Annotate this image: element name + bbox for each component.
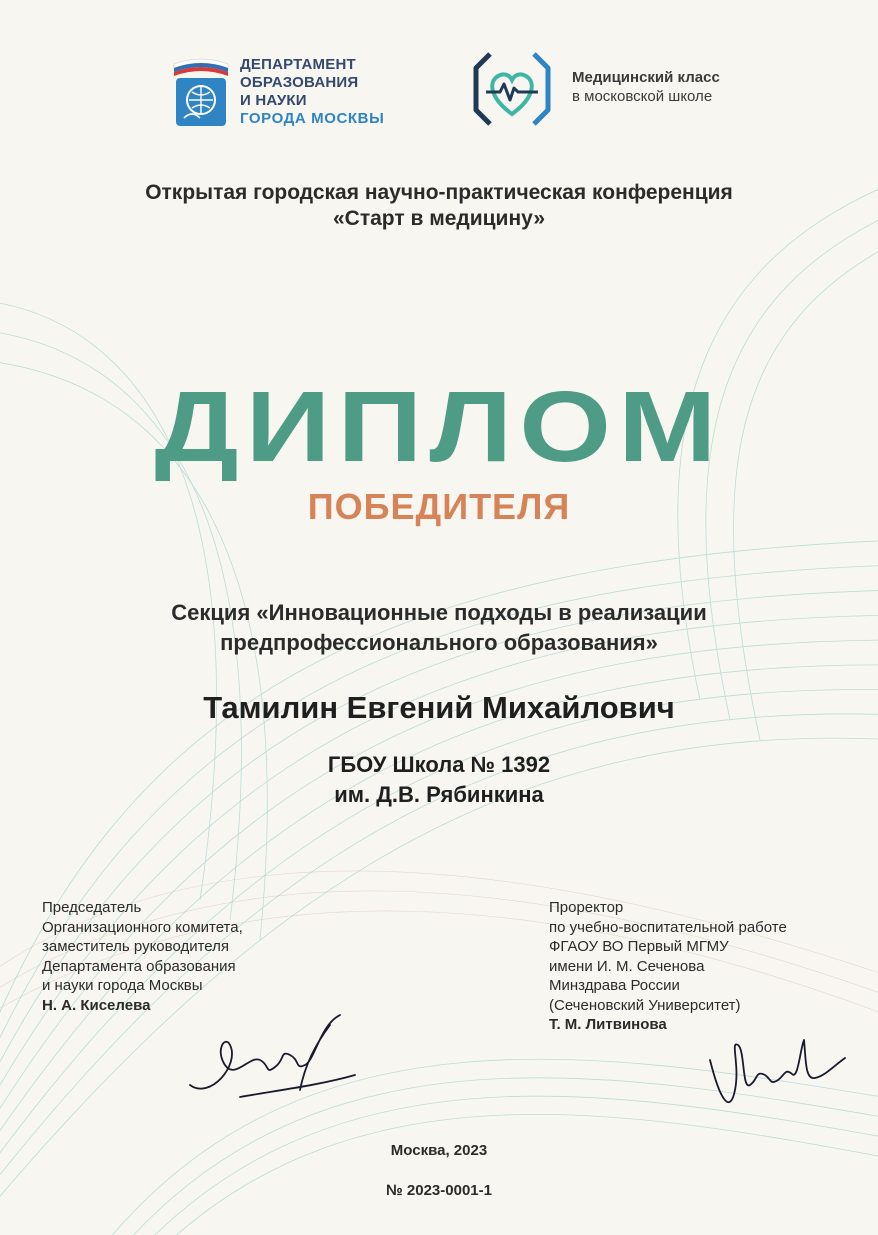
signature-right xyxy=(700,1030,850,1120)
medical-class-logo xyxy=(468,48,768,130)
conference-title-line-2: «Старт в медицину» xyxy=(332,207,546,230)
diploma-title: ДИПЛОМ xyxy=(154,371,724,483)
department-name xyxy=(240,56,384,128)
signatory-right-line-3: ФГАОУ ВО Первый МГМУ xyxy=(549,938,729,955)
department-logo xyxy=(170,54,400,134)
document-number: № 2023-0001-1 xyxy=(386,1182,492,1199)
department-line-2: ОБРАЗОВАНИЯ xyxy=(240,74,359,91)
medical-class-name xyxy=(572,68,720,106)
signatory-right xyxy=(549,898,787,1035)
diploma-subtitle: ПОБЕДИТЕЛЯ xyxy=(307,486,571,527)
medical-class-line-1: Медицинский класс xyxy=(572,69,720,86)
city-year: Москва, 2023 xyxy=(390,1142,488,1159)
signatory-left xyxy=(42,898,243,1015)
signature-left xyxy=(180,1005,360,1105)
section-title-line-2: предпрофессионального образования» xyxy=(220,630,658,655)
medical-class-line-2: в московской школе xyxy=(572,88,713,105)
signatory-left-line-2: Организационного комитета, xyxy=(42,918,243,936)
winner-school-line-2: им. Д.В. Рябинкина xyxy=(334,782,544,807)
section-title-line-1: Секция «Инновационные подходы в реализации xyxy=(171,600,707,625)
moscow-education-emblem-icon xyxy=(170,54,232,130)
department-line-3: И НАУКИ xyxy=(240,92,307,109)
signatory-right-line-4: имени И. М. Сеченова xyxy=(549,957,705,975)
winner-school xyxy=(0,750,878,810)
signatory-left-line-3: заместитель руководителя xyxy=(42,938,230,955)
section-title xyxy=(0,598,878,658)
department-line-4: ГОРОДА МОСКВЫ xyxy=(240,110,385,127)
signatory-right-line-1: Проректор xyxy=(549,899,624,916)
signatory-left-line-5: и науки города Москвы xyxy=(42,977,203,994)
conference-title-line-1: Открытая городская научно-практическая конференция xyxy=(145,181,733,204)
signatory-left-line-4: Департамента образования xyxy=(42,957,236,975)
signatory-right-line-5: Минздрава России xyxy=(549,977,680,994)
signatory-left-line-1: Председатель xyxy=(42,899,142,916)
winner-school-line-1: ГБОУ Школа № 1392 xyxy=(327,752,551,777)
winner-name: Тамилин Евгений Михайлович xyxy=(203,690,675,725)
signatory-right-line-2: по учебно-воспитательной работе xyxy=(549,918,787,936)
signatory-left-name: Н. А. Киселева xyxy=(42,996,151,1014)
conference-title xyxy=(0,180,878,232)
heart-pulse-shield-icon xyxy=(468,48,556,130)
department-line-1: ДЕПАРТАМЕНТ xyxy=(240,56,356,73)
signatory-right-name: Т. М. Литвинова xyxy=(549,1016,667,1033)
signatory-right-line-6: (Сеченовский Университет) xyxy=(549,996,741,1014)
